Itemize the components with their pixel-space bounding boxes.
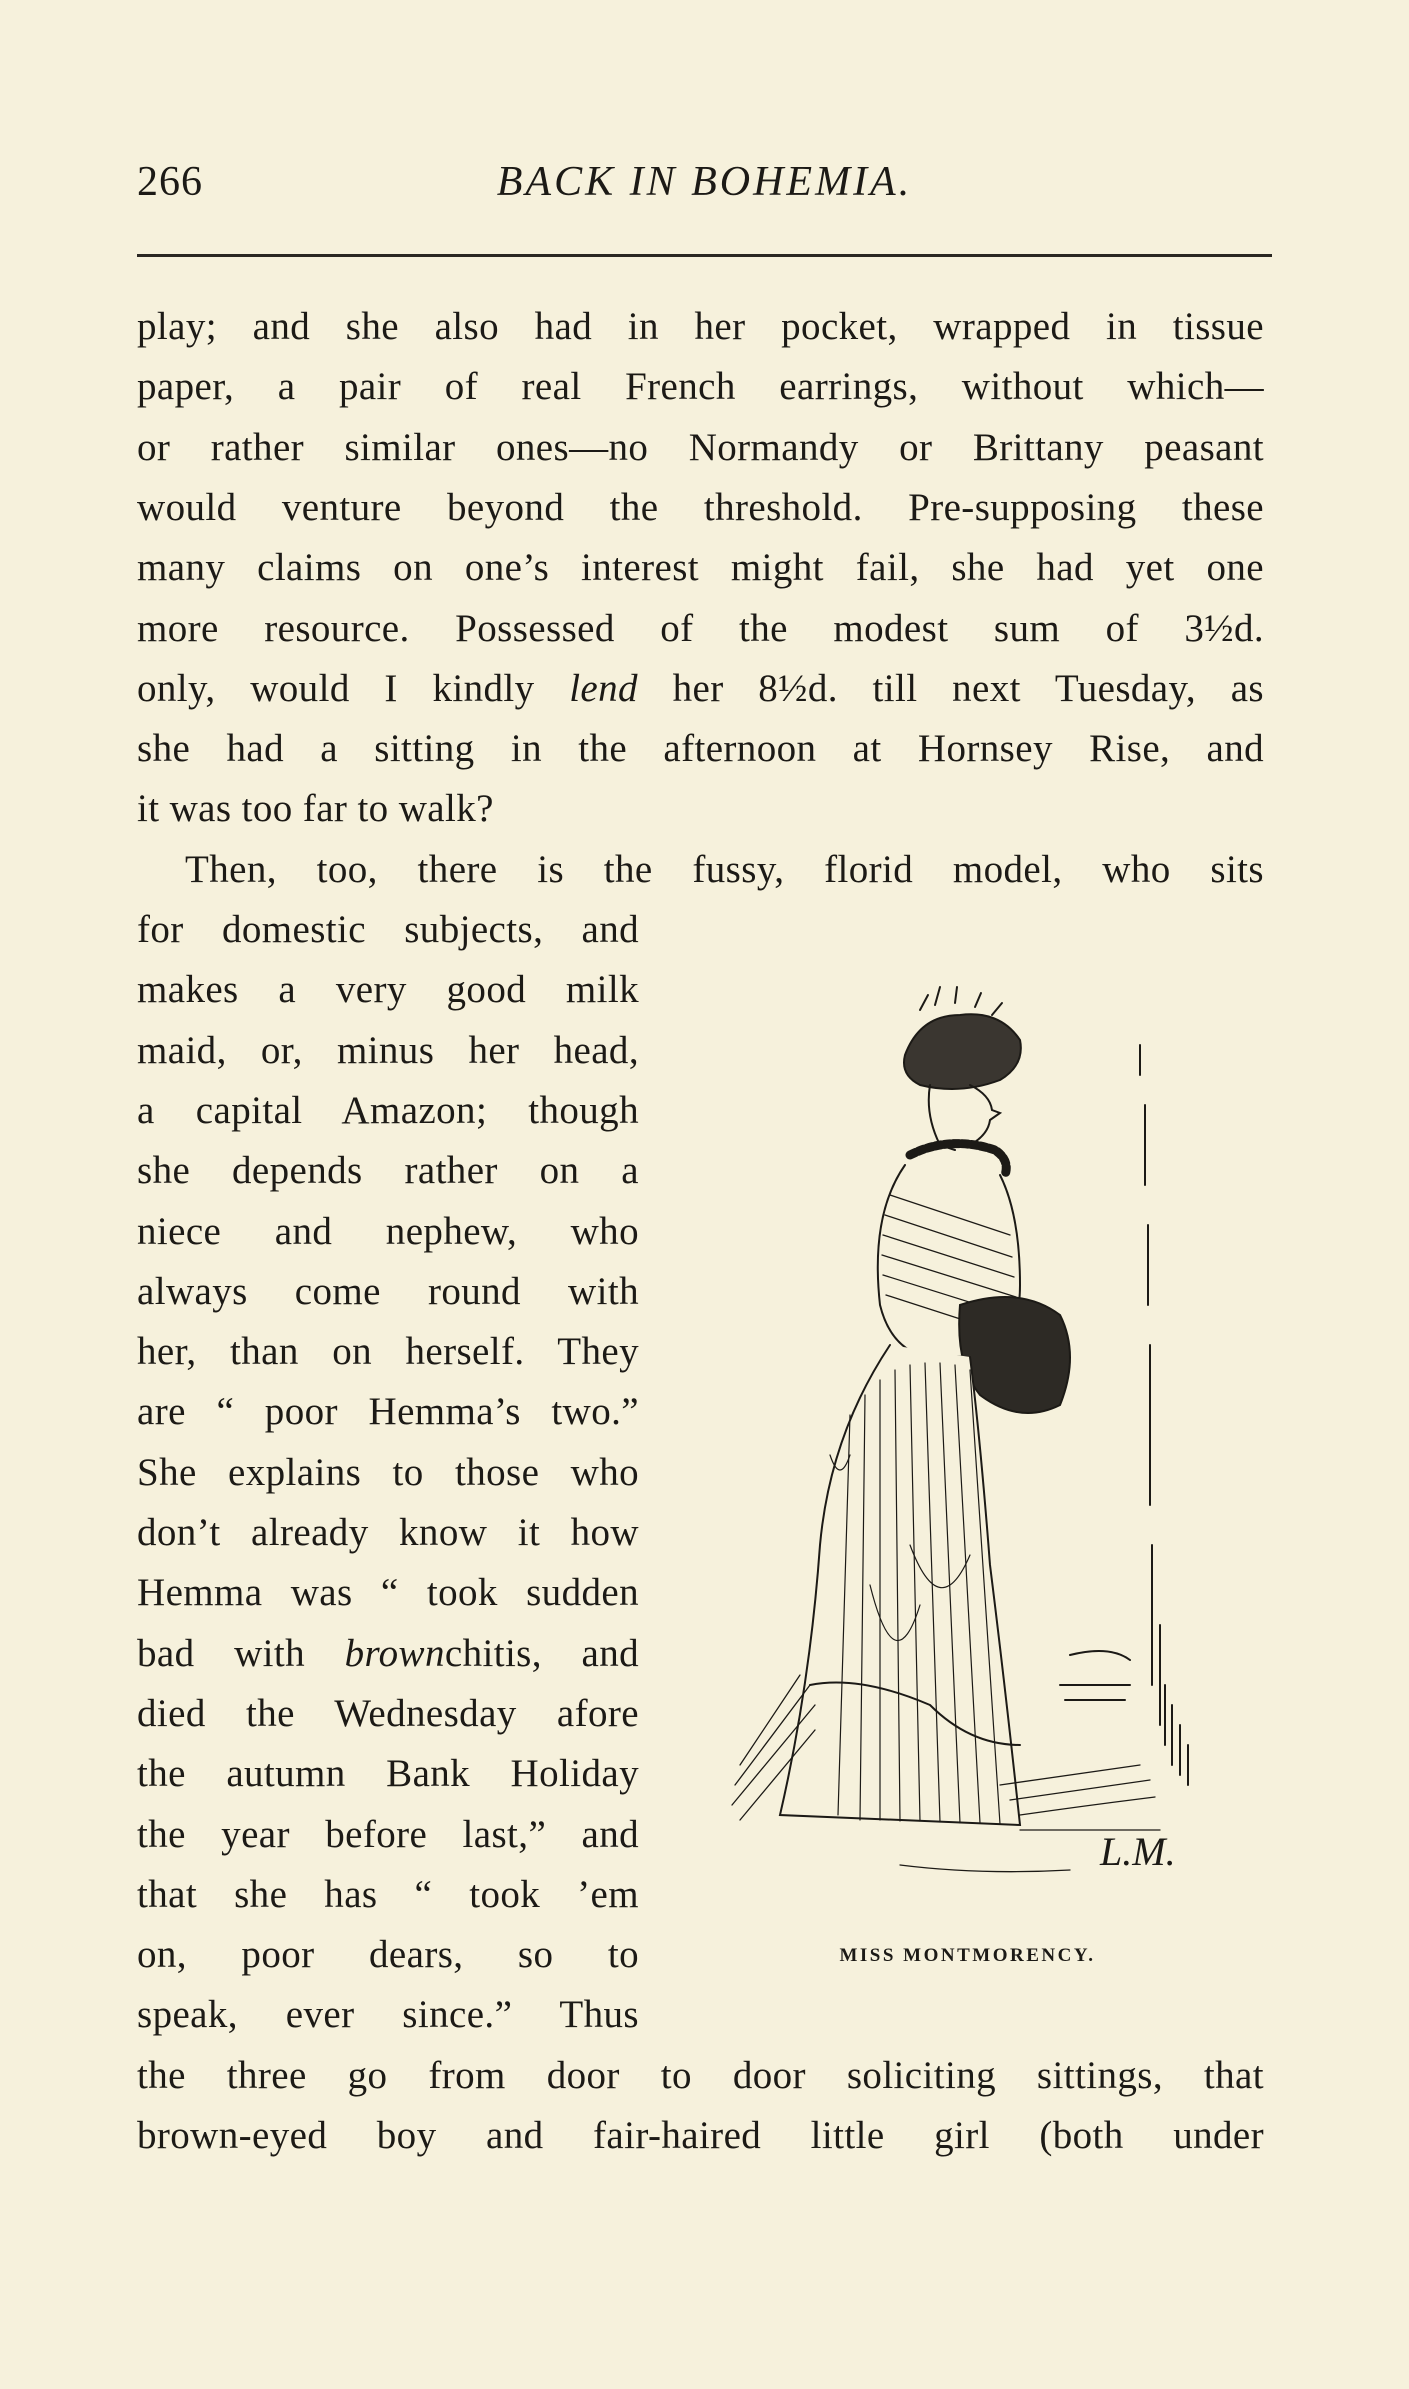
text-line: niece and nephew, who <box>137 1209 639 1253</box>
text-line: or rather similar ones—no Normandy or Brittany peasant <box>137 425 1264 469</box>
header-rule <box>137 254 1272 257</box>
text-line: the year before last,” and <box>137 1812 639 1856</box>
running-title: BACK IN BOHEMIA. <box>496 159 913 205</box>
text-line: speak, ever since.” Thus <box>137 1993 639 2037</box>
text-line: that she has “ took ’em <box>137 1872 639 1916</box>
running-head <box>137 158 1272 218</box>
text-line: play; and she also had in her pocket, wrapped in tissue <box>137 305 1264 348</box>
text-line: the autumn Bank Holiday <box>137 1752 639 1796</box>
text-line: she had a sitting in the afternoon at Hornsey Rise, and <box>137 727 1264 771</box>
text-line: a capital Amazon; though <box>137 1088 639 1132</box>
artist-signature: L.M. <box>1100 1829 1176 1874</box>
text-line: it was too far to walk? <box>137 787 494 831</box>
illustration-miss-montmorency <box>720 985 1190 1915</box>
woman-figure-drawing <box>720 985 1190 1915</box>
text-line: She explains to those who <box>137 1450 639 1494</box>
text-line: don’t already know it how <box>137 1511 639 1554</box>
text-line: always come round with <box>137 1269 639 1313</box>
text-line: Hemma was “ took sudden <box>137 1571 639 1615</box>
text-line: makes a very good milk <box>137 968 639 1012</box>
text-line: for domestic subjects, and <box>137 908 639 951</box>
text-line: only, would I kindly lend her 8½d. till next Tuesday, as <box>137 666 1264 710</box>
text-line: maid, or, minus her head, <box>137 1028 639 1072</box>
text-line: many claims on one’s interest might fail, she had yet one <box>137 546 1264 590</box>
text-line: bad with brownchitis, and <box>137 1631 639 1675</box>
text-line: on, poor dears, so to <box>137 1933 639 1977</box>
text-line: paper, a pair of real French earrings, without which— <box>137 365 1264 409</box>
text-line: more resource. Possessed of the modest sum of 3½d. <box>137 606 1264 650</box>
page-number: 266 <box>137 159 203 205</box>
text-line: are “ poor Hemma’s two.” <box>137 1390 639 1434</box>
text-line: she depends rather on a <box>137 1149 639 1193</box>
figure-caption: MISS MONTMORENCY. <box>839 1945 1096 1966</box>
text-line: brown-eyed boy and fair-haired little girl (both under <box>137 2114 1264 2157</box>
text-line: her, than on herself. They <box>137 1330 639 1374</box>
text-line: would venture beyond the threshold. Pre-supposing these <box>137 485 1264 529</box>
text-line: Then, too, there is the fussy, florid model, who sits <box>185 847 1264 891</box>
text-line: the three go from door to door soliciting sittings, that <box>137 2053 1264 2097</box>
text-line: died the Wednesday afore <box>137 1691 639 1735</box>
